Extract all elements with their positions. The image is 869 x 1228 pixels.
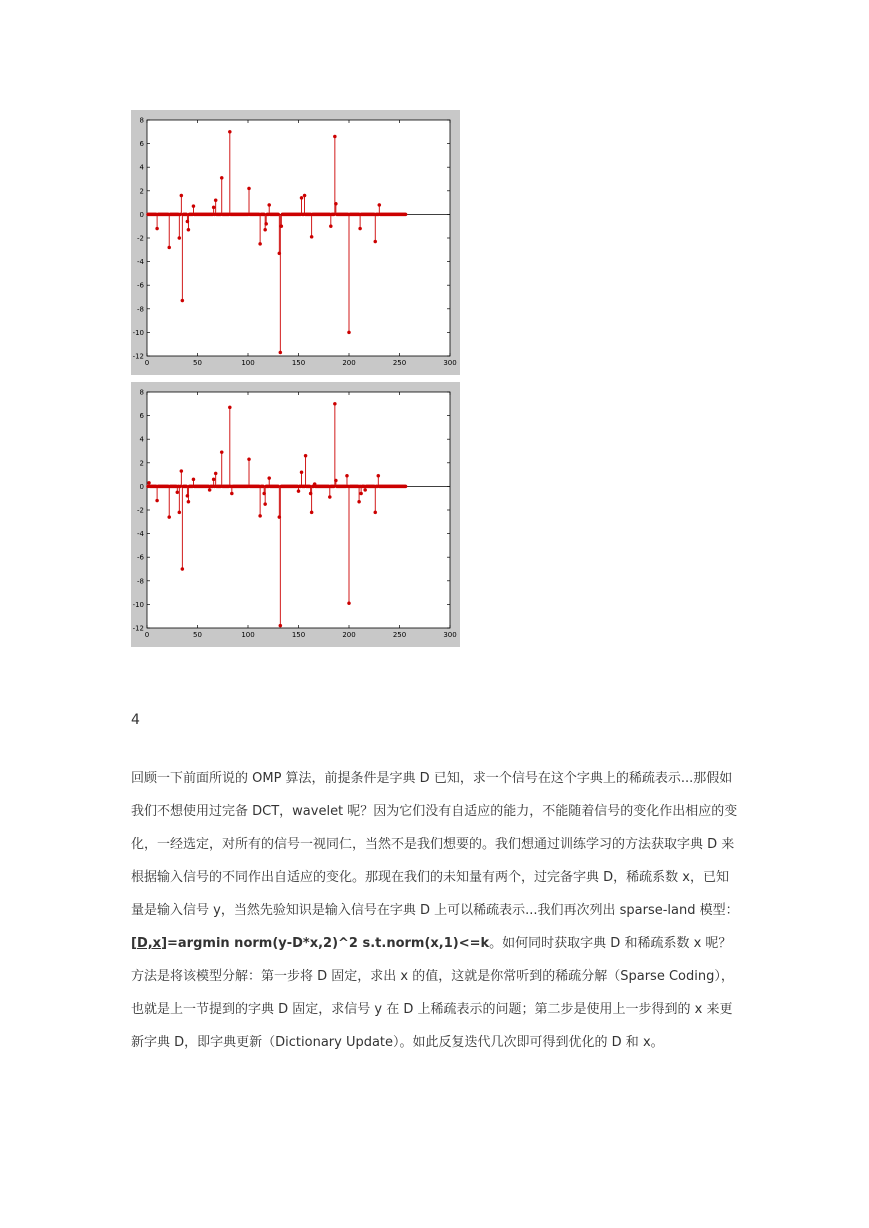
- x-tick-label: 200: [342, 631, 356, 639]
- x-tick-label: 0: [144, 359, 150, 367]
- stem-marker: [334, 479, 337, 482]
- y-tick-label: -8: [137, 305, 144, 314]
- stem-marker: [178, 236, 181, 239]
- x-tick-label: 50: [193, 359, 202, 367]
- y-tick-label: 8: [139, 116, 144, 125]
- stem-marker: [187, 228, 190, 231]
- stem-marker: [208, 488, 211, 491]
- stem-marker: [259, 514, 262, 517]
- stem-marker: [333, 135, 336, 138]
- stem-marker: [360, 492, 363, 495]
- x-tick-label: 100: [241, 359, 255, 367]
- y-tick-label: 4: [139, 163, 144, 172]
- stem-marker: [180, 194, 183, 197]
- stem-marker: [230, 492, 233, 495]
- stem-marker: [214, 199, 217, 202]
- stem-marker: [228, 406, 231, 409]
- x-tick-label: 250: [392, 359, 407, 367]
- y-tick-label: -12: [132, 624, 144, 633]
- y-tick-label: 8: [139, 388, 144, 397]
- stem-marker: [264, 228, 267, 231]
- x-tick-label: 150: [291, 631, 306, 639]
- x-tick-label: 0: [144, 631, 150, 639]
- y-tick-label: 0: [139, 482, 144, 491]
- stem-marker: [268, 477, 271, 480]
- y-tick-label: -4: [137, 530, 144, 539]
- x-tick-label: 100: [241, 631, 255, 639]
- stem-marker: [374, 511, 377, 514]
- stem-marker: [220, 451, 223, 454]
- stem-marker: [404, 213, 407, 216]
- x-tick-label: 300: [443, 631, 457, 639]
- stem-marker: [297, 490, 300, 493]
- stem-marker: [168, 246, 171, 249]
- stem-marker: [187, 500, 190, 503]
- y-tick-label: 2: [139, 459, 144, 468]
- y-tick-label: 6: [139, 140, 144, 149]
- stem-plot-2-svg: [131, 382, 460, 647]
- y-tick-label: 0: [139, 210, 144, 219]
- plot-area: [147, 392, 450, 628]
- plot-area: [147, 120, 450, 356]
- stem-marker: [147, 481, 150, 484]
- stem-marker: [176, 491, 179, 494]
- stem-marker: [333, 402, 336, 405]
- stem-marker: [247, 187, 250, 190]
- y-tick-label: -12: [132, 352, 144, 361]
- stem-marker: [345, 474, 348, 477]
- x-tick-label: 150: [291, 359, 306, 367]
- formula-open-bracket: [: [131, 936, 137, 951]
- stem-marker: [181, 567, 184, 570]
- stem-plot-2: [131, 382, 460, 647]
- paragraph-text-part1: 回顾一下前面所说的 OMP 算法，前提条件是字典 D 已知，求一个信号在这个字典上的稀疏表示...那假如我们不想使用过完备 DCT，wavelet 呢？因为它们没有自适应的能力，不能随着信号的变化作出相应的变化，一经选定，对所有的信号一视同仁，当然不是我们想要的。我们想通过训练学习的方法获取字典 D 来根据输入信号的不同作出自适应的变化。那现在我们的未知量有两个，过完备字典 D，稀疏系数 x，已知量是输入信号 y，当然先验知识是输入信号在字典 D 上可以稀疏表示...我们再次列出 sparse-land 模型：: [131, 771, 739, 918]
- y-tick-label: -10: [132, 328, 144, 337]
- stem-marker: [178, 511, 181, 514]
- stem-plot-1: [131, 110, 460, 375]
- y-tick-label: 4: [139, 435, 144, 444]
- stem-marker: [359, 227, 362, 230]
- sparse-land-formula: [131, 936, 489, 951]
- stem-marker: [279, 351, 282, 354]
- stem-marker: [347, 331, 350, 334]
- stem-marker: [214, 472, 217, 475]
- stem-marker: [304, 454, 307, 457]
- stem-marker: [280, 225, 283, 228]
- stem-marker: [279, 624, 282, 627]
- stem-marker: [329, 225, 332, 228]
- stem-marker: [310, 511, 313, 514]
- stem-marker: [358, 500, 361, 503]
- stem-marker: [228, 130, 231, 133]
- stem-marker: [300, 471, 303, 474]
- stem-marker: [377, 474, 380, 477]
- formula-variables: D,x: [136, 936, 162, 951]
- stem-marker: [303, 194, 306, 197]
- stem-marker: [220, 176, 223, 179]
- formula-expression: ]=argmin norm(y-D*x,2)^2 s.t.norm(x,1)<=k: [161, 936, 490, 951]
- stem-marker: [374, 240, 377, 243]
- stem-marker: [347, 602, 350, 605]
- stem-marker: [156, 499, 159, 502]
- y-tick-label: -4: [137, 258, 144, 267]
- x-tick-label: 50: [193, 631, 202, 639]
- stem-marker: [300, 196, 303, 199]
- y-tick-label: -8: [137, 577, 144, 586]
- stem-marker: [404, 485, 407, 488]
- y-tick-label: 2: [139, 187, 144, 196]
- stem-plot-1-svg: [131, 110, 460, 375]
- stem-marker: [180, 469, 183, 472]
- x-tick-label: 200: [342, 359, 356, 367]
- stem-marker: [310, 235, 313, 238]
- stem-marker: [212, 478, 215, 481]
- stem-marker: [192, 478, 195, 481]
- y-tick-label: -2: [137, 506, 144, 515]
- section-number: 4: [131, 712, 140, 728]
- stem-marker: [328, 495, 331, 498]
- stem-marker: [247, 458, 250, 461]
- stem-marker: [192, 205, 195, 208]
- y-tick-label: -10: [132, 600, 144, 609]
- y-tick-label: -6: [137, 553, 144, 562]
- y-tick-label: -6: [137, 281, 144, 290]
- body-paragraph: [131, 762, 741, 1059]
- stem-marker: [181, 299, 184, 302]
- y-tick-label: 6: [139, 412, 144, 421]
- stem-marker: [268, 203, 271, 206]
- stem-marker: [156, 227, 159, 230]
- stem-marker: [265, 222, 268, 225]
- stem-marker: [378, 203, 381, 206]
- stem-marker: [264, 503, 267, 506]
- paragraph-text-part2: 。如何同时获取字典 D 和稀疏系数 x 呢？方法是将该模型分解：第一步将 D 固定，求出 x 的值，这就是你常听到的稀疏分解（Sparse Coding），也就是上一节提到的字典 D 固定，求信号 y 在 D 上稀疏表示的问题；第二步是使用上一步得到的 x 来更新字典 D，即字典更新（Dictionary Update）。如此反复迭代几次即可得到优化的 D 和 x。: [131, 936, 734, 1050]
- stem-marker: [259, 242, 262, 245]
- stem-marker: [212, 206, 215, 209]
- stem-marker: [364, 488, 367, 491]
- y-tick-label: -2: [137, 234, 144, 243]
- stem-marker: [334, 202, 337, 205]
- x-tick-label: 250: [392, 631, 407, 639]
- stem-marker: [168, 515, 171, 518]
- x-tick-label: 300: [443, 359, 457, 367]
